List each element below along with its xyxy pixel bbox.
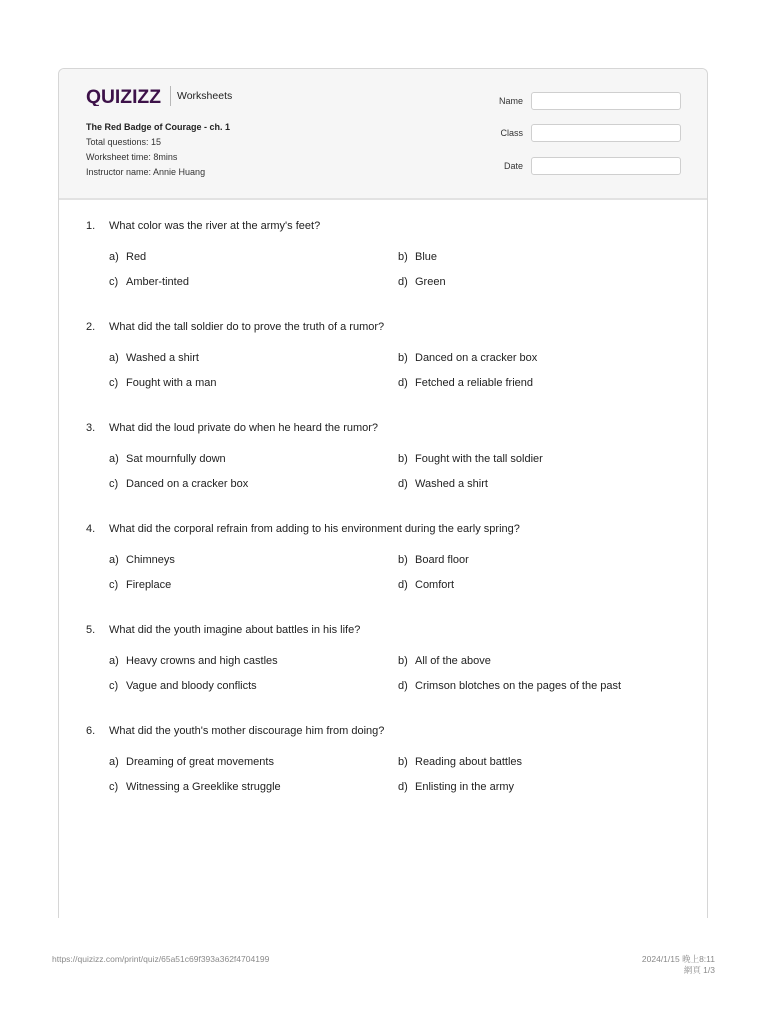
answer-option <box>398 351 686 365</box>
question-number: 4. <box>86 523 96 535</box>
worksheet-header <box>59 69 707 200</box>
option-letter: a) <box>109 554 119 566</box>
worksheet-meta <box>86 121 346 178</box>
option-text: Danced on a cracker box <box>126 478 249 490</box>
footer-meta <box>642 954 715 976</box>
class-label: Class <box>500 128 523 138</box>
option-text: Washed a shirt <box>415 478 488 490</box>
question-1 <box>86 219 686 320</box>
question-5 <box>86 623 686 724</box>
answer-option <box>109 780 398 794</box>
answer-option <box>398 578 686 592</box>
answer-option <box>398 679 686 693</box>
option-letter: d) <box>398 276 408 288</box>
footer-datetime: 2024/1/15 晚上8:11 <box>641 954 715 964</box>
footer-page-number: 網頁 1/3 <box>683 965 715 975</box>
answer-options <box>109 351 686 390</box>
question-text: What did the youth's mother discourage him from doing? <box>109 725 385 737</box>
footer-url: https://quizizz.com/print/quiz/65a51c69f393a362f4704199 <box>52 954 270 964</box>
answer-option <box>109 553 398 567</box>
name-label: Name <box>498 96 523 106</box>
option-text: Heavy crowns and high castles <box>126 655 278 667</box>
answer-option <box>398 452 686 466</box>
option-letter: c) <box>109 276 119 288</box>
question-text: What color was the river at the army's feet? <box>109 220 321 232</box>
option-letter: c) <box>109 478 119 490</box>
question-2 <box>86 320 686 421</box>
answer-option <box>398 477 686 491</box>
option-text: All of the above <box>415 655 491 667</box>
option-text: Crimson blotches on the pages of the past <box>415 680 622 692</box>
svg-text:QUIZIZZ: QUIZIZZ <box>86 87 162 106</box>
answer-options <box>109 452 686 491</box>
option-text: Board floor <box>415 554 469 566</box>
option-text: Washed a shirt <box>126 352 199 364</box>
option-text: Blue <box>415 251 438 263</box>
option-letter: d) <box>398 680 408 692</box>
option-letter: d) <box>398 478 408 490</box>
section-label: Worksheets <box>177 90 233 102</box>
answer-option <box>109 654 398 668</box>
option-text: Chimneys <box>126 554 175 566</box>
option-text: Enlisting in the army <box>415 781 515 793</box>
answer-option <box>109 679 398 693</box>
answer-option <box>109 376 398 390</box>
date-field-row <box>479 156 682 176</box>
option-letter: b) <box>398 655 408 667</box>
question-text: What did the loud private do when he heard the rumor? <box>109 422 379 434</box>
question-number: 2. <box>86 321 96 333</box>
option-letter: c) <box>109 579 119 591</box>
worksheet-time: Worksheet time: 8mins <box>86 152 178 162</box>
option-letter: b) <box>398 756 408 768</box>
answer-option <box>109 755 398 769</box>
answer-option <box>109 578 398 592</box>
question-stem <box>86 421 686 435</box>
option-letter: b) <box>398 251 408 263</box>
option-letter: d) <box>398 781 408 793</box>
question-text: What did the corporal refrain from adding to his environment during the early spring? <box>109 523 520 535</box>
question-number: 5. <box>86 624 96 636</box>
option-letter: c) <box>109 377 119 389</box>
answer-option <box>398 250 686 264</box>
question-text: What did the youth imagine about battles in his life? <box>109 624 361 636</box>
question-text: What did the tall soldier do to prove the truth of a rumor? <box>109 321 385 333</box>
date-input[interactable] <box>531 157 681 175</box>
option-letter: a) <box>109 756 119 768</box>
option-text: Dreaming of great movements <box>126 756 274 768</box>
worksheet-title: The Red Badge of Courage - ch. 1 <box>86 122 231 132</box>
option-letter: b) <box>398 352 408 364</box>
option-text: Red <box>126 251 147 263</box>
question-3 <box>86 421 686 522</box>
answer-option <box>398 780 686 794</box>
instructor-name: Instructor name: Annie Huang <box>86 167 206 177</box>
name-input[interactable] <box>531 92 681 110</box>
option-text: Danced on a cracker box <box>415 352 538 364</box>
question-stem <box>86 623 686 637</box>
option-letter: b) <box>398 453 408 465</box>
question-stem <box>86 320 686 334</box>
option-letter: a) <box>109 655 119 667</box>
question-stem <box>86 219 686 233</box>
answer-options <box>109 250 686 289</box>
answer-options <box>109 755 686 794</box>
option-letter: d) <box>398 579 408 591</box>
logo-divider <box>170 86 171 106</box>
option-letter: a) <box>109 453 119 465</box>
question-number: 1. <box>86 220 96 232</box>
worksheet-card <box>58 68 708 918</box>
date-label: Date <box>503 161 523 171</box>
question-number: 3. <box>86 422 96 434</box>
class-input[interactable] <box>531 124 681 142</box>
option-text: Fetched a reliable friend <box>415 377 534 389</box>
option-text: Witnessing a Greeklike struggle <box>126 781 281 793</box>
quizizz-logo <box>86 86 162 106</box>
option-text: Vague and bloody conflicts <box>126 680 257 692</box>
answer-option <box>398 275 686 289</box>
class-field-row <box>479 123 682 143</box>
option-letter: b) <box>398 554 408 566</box>
option-text: Comfort <box>415 579 455 591</box>
option-letter: c) <box>109 680 119 692</box>
option-letter: c) <box>109 781 119 793</box>
answer-option <box>109 477 398 491</box>
option-letter: a) <box>109 352 119 364</box>
answer-option <box>109 351 398 365</box>
answer-option <box>398 755 686 769</box>
question-stem <box>86 724 686 738</box>
answer-options <box>109 553 686 592</box>
question-number: 6. <box>86 725 96 737</box>
answer-option <box>398 553 686 567</box>
answer-options <box>109 654 686 693</box>
option-letter: a) <box>109 251 119 263</box>
question-4 <box>86 522 686 623</box>
answer-option <box>109 275 398 289</box>
answer-option <box>398 376 686 390</box>
name-field-row <box>479 91 682 111</box>
option-text: Sat mournfully down <box>126 453 226 465</box>
answer-option <box>109 250 398 264</box>
question-6 <box>86 724 686 825</box>
answer-option <box>398 654 686 668</box>
brand-row <box>86 86 232 106</box>
option-text: Reading about battles <box>415 756 523 768</box>
question-list <box>86 219 686 825</box>
answer-option <box>109 452 398 466</box>
option-text: Fought with the tall soldier <box>415 453 543 465</box>
option-text: Fought with a man <box>126 377 217 389</box>
option-text: Fireplace <box>126 579 172 591</box>
question-stem <box>86 522 686 536</box>
option-text: Amber-tinted <box>126 276 189 288</box>
option-letter: d) <box>398 377 408 389</box>
option-text: Green <box>415 276 446 288</box>
total-questions: Total questions: 15 <box>86 137 162 147</box>
